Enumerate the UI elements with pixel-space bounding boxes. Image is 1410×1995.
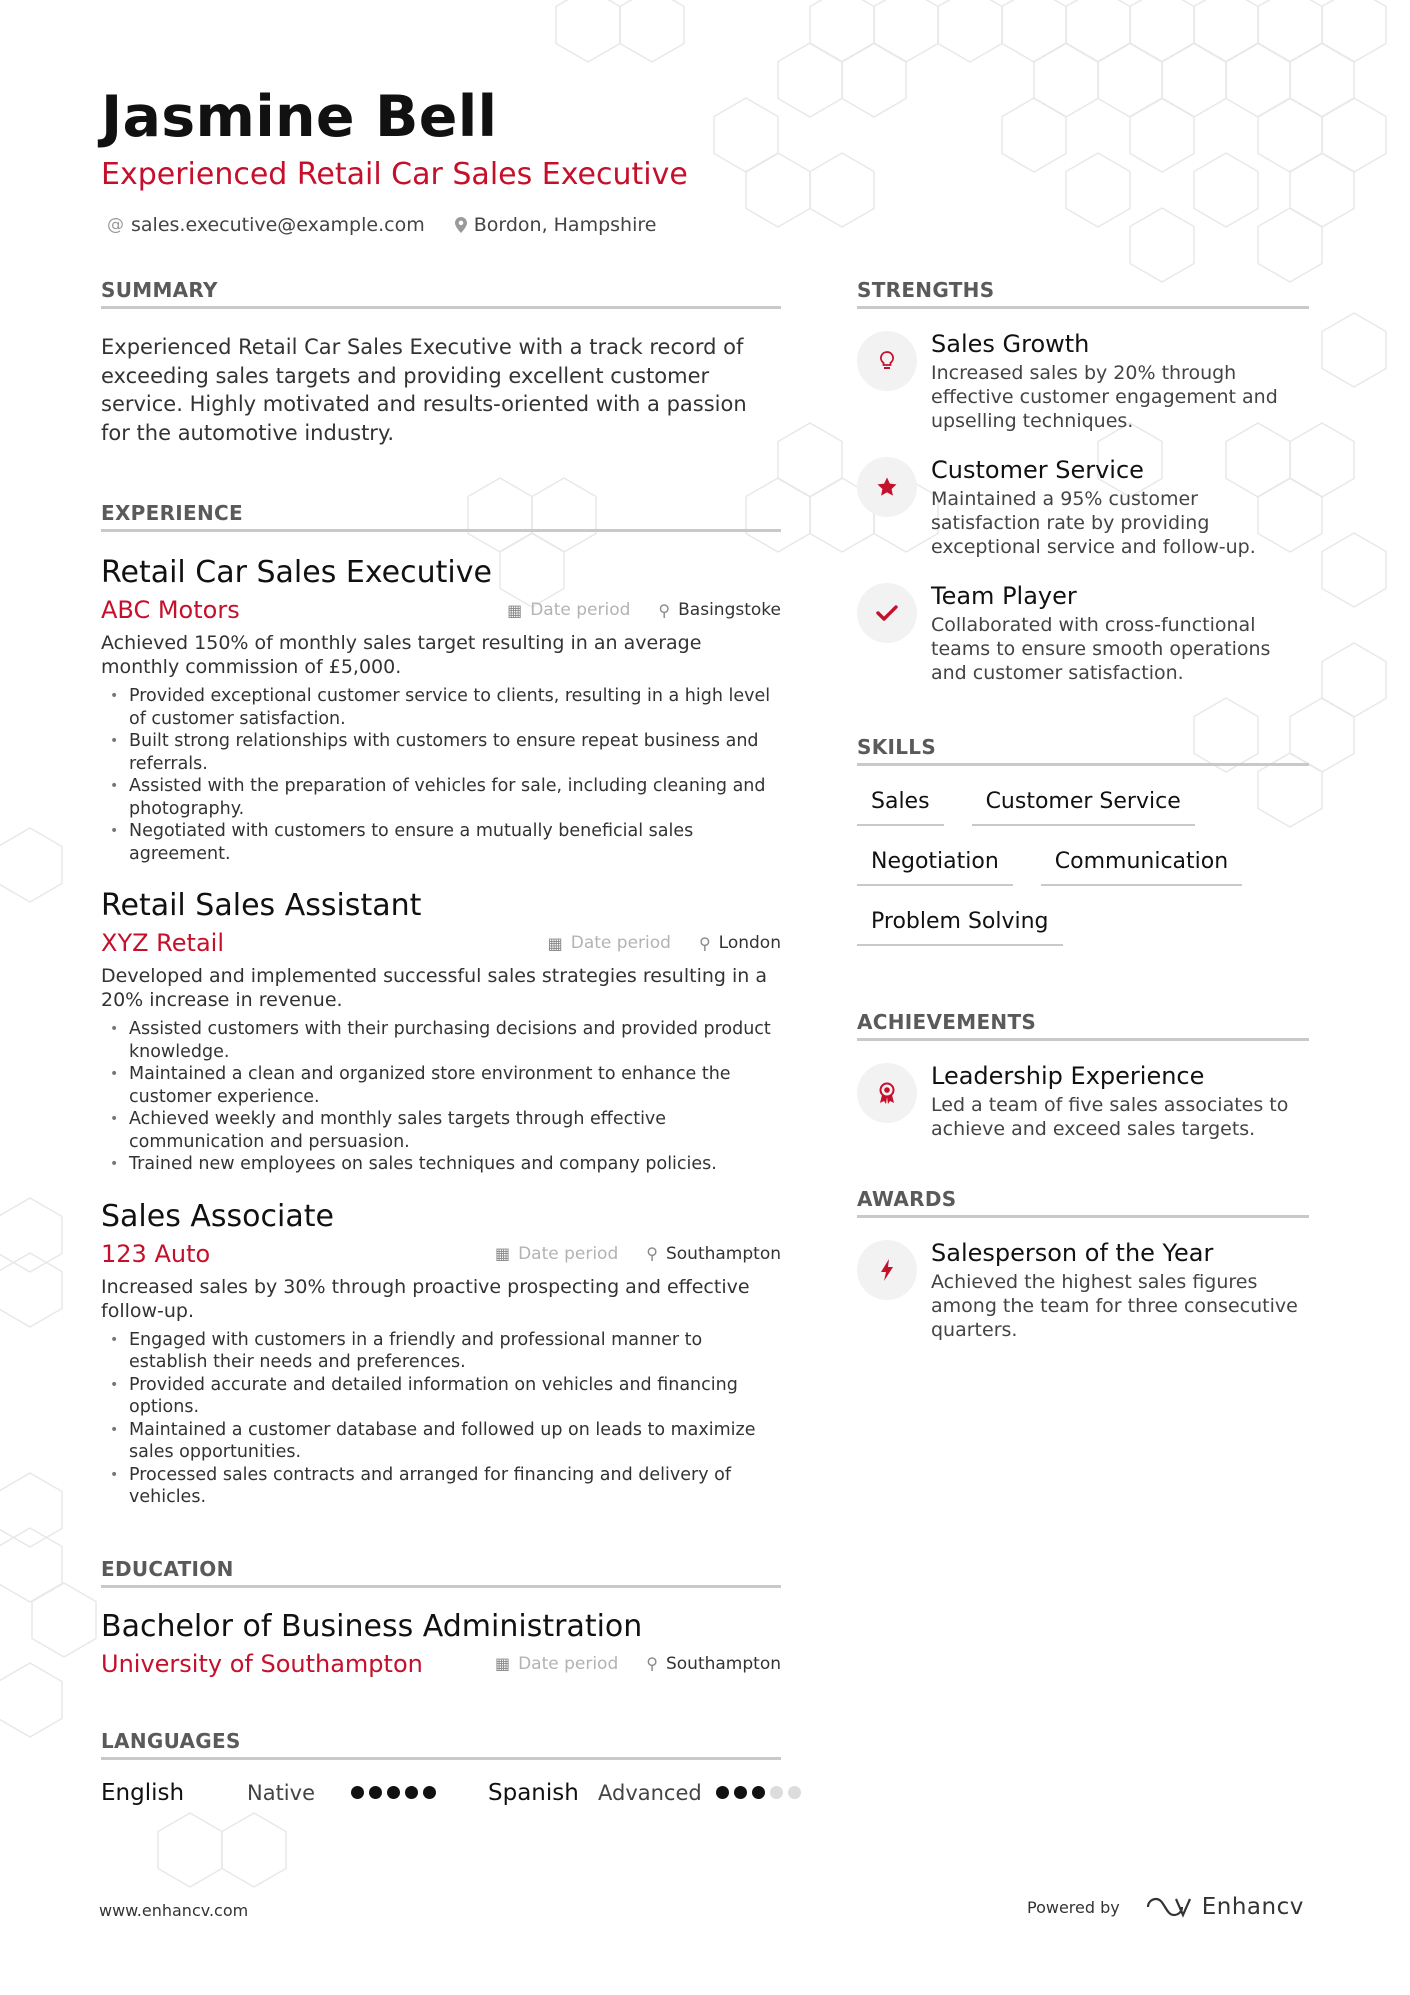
strengths-item-description: Maintained a 95% customer satisfaction rate by providing exceptional service and follow-up. [931, 488, 1256, 558]
hexagon-shape [0, 828, 62, 902]
strengths-item [857, 455, 1309, 559]
strengths-item-body [931, 581, 1309, 685]
candidate-name: Jasmine Bell [101, 84, 498, 150]
job-location [646, 1244, 781, 1264]
job-date [548, 933, 671, 953]
job-row [101, 1239, 781, 1269]
strengths-item-title: Team Player [931, 582, 1077, 610]
achievements-list [857, 1061, 1309, 1141]
job-date [495, 1244, 618, 1264]
awards-item-title: Salesperson of the Year [931, 1239, 1214, 1267]
strengths-item-title: Customer Service [931, 456, 1144, 484]
strengths-item-body [931, 455, 1309, 559]
hexagon-shape [1194, 0, 1258, 62]
bullet-item: • Maintained a clean and organized store environment to enhance the customer experience. [101, 1063, 781, 1108]
calendar-icon: ▦ [547, 933, 563, 953]
strengths-item-description: Collaborated with cross-functional teams to ensure smooth operations and customer satisfaction. [931, 614, 1271, 684]
jobs-list [101, 554, 781, 1509]
education-heading: EDUCATION [101, 1557, 781, 1588]
powered-by-text: Powered by [1027, 1897, 1120, 1917]
contact-info [101, 214, 801, 236]
calendar-icon: ▦ [507, 600, 523, 620]
job-entry [101, 1198, 781, 1509]
rating-dot [405, 1786, 418, 1799]
hexagon-shape [778, 423, 842, 497]
company-name: 123 Auto [101, 1239, 211, 1268]
job-description: Increased sales by 30% through proactive prospecting and effective follow-up. [101, 1275, 750, 1322]
rating-dot [788, 1786, 801, 1799]
lightning-icon [857, 1240, 917, 1300]
hexagon-shape [1130, 208, 1194, 282]
strengths-heading: STRENGTHS [857, 278, 1309, 309]
job-bullets [101, 1329, 781, 1509]
language-item [488, 1780, 801, 1806]
location-text: Bordon, Hampshire [473, 214, 657, 236]
awards-item-description: Achieved the highest sales figures among the team for three consecutive quarters. [931, 1271, 1298, 1341]
hexagon-shape [158, 1813, 222, 1887]
skill-tag: Problem Solving [857, 908, 1063, 946]
achievements-section [857, 1010, 1309, 1141]
hexagon-shape [874, 0, 938, 62]
hexagon-shape [32, 1583, 96, 1657]
hexagon-shape [0, 1528, 62, 1602]
strengths-item-title: Sales Growth [931, 330, 1090, 358]
bullet-item: • Maintained a customer database and followed up on leads to maximize sales opportunities. [101, 1419, 781, 1464]
job-bullets [101, 685, 781, 865]
check-icon [857, 583, 917, 643]
education-section [101, 1557, 781, 1679]
awards-section [857, 1187, 1309, 1342]
hexagon-shape [620, 0, 684, 62]
bullet-item: • Assisted customers with their purchasing decisions and provided product knowledge. [101, 1018, 781, 1063]
left-column [101, 278, 781, 1806]
strengths-item-description: Increased sales by 20% through effective customer engagement and upselling techniques. [931, 362, 1278, 432]
job-description: Achieved 150% of monthly sales target resulting in an average monthly commission of £5,000. [101, 632, 702, 678]
bullet-item: • Achieved weekly and monthly sales targets through effective communication and persuasion. [101, 1108, 781, 1153]
email-text: sales.executive@example.com [131, 214, 425, 236]
job-date-text: Date period [570, 933, 671, 953]
skill-tag: Negotiation [857, 848, 1013, 886]
job-location [699, 933, 781, 953]
hexagon-shape [1194, 153, 1258, 227]
email-contact[interactable] [107, 214, 425, 236]
bullet-item: • Provided accurate and detailed information on vehicles and financing options. [101, 1374, 781, 1419]
map-pin-icon: ⚲ [646, 1244, 658, 1263]
strengths-list [857, 329, 1309, 685]
hexagon-shape [1098, 43, 1162, 117]
hexagon-shape [1130, 0, 1194, 62]
location-contact [455, 214, 657, 236]
hexagon-shape [0, 1473, 62, 1547]
rating-dot [351, 1786, 364, 1799]
education-location [646, 1654, 781, 1674]
rating-dot [423, 1786, 436, 1799]
map-pin-icon [455, 217, 467, 233]
skill-tag: Communication [1041, 848, 1242, 886]
rating-dot [734, 1786, 747, 1799]
hexagon-shape [1066, 0, 1130, 62]
rating-dot [716, 1786, 729, 1799]
education-location-text: Southampton [665, 1653, 781, 1674]
language-rating [716, 1786, 801, 1799]
bullet-item: • Processed sales contracts and arranged for financing and delivery of vehicles. [101, 1464, 781, 1509]
bullet-item: • Engaged with customers in a friendly and professional manner to establish their needs and preferences. [101, 1329, 781, 1374]
hexagon-shape [1066, 153, 1130, 227]
hexagon-shape [842, 43, 906, 117]
summary-text: Experienced Retail Car Sales Executive with a track record of exceeding sales targets and providing excellent customer service. Highly motivated and results-oriented with a passion for the automotive industry. [101, 335, 747, 445]
achievements-item [857, 1061, 1309, 1141]
skills-section [857, 735, 1309, 946]
skills-heading: SKILLS [857, 735, 1309, 766]
hexagon-shape [0, 1663, 62, 1737]
bullet-item: • Trained new employees on sales techniques and company policies. [101, 1153, 781, 1176]
job-location-text: Basingstoke [678, 600, 781, 620]
hexagon-shape [1130, 98, 1194, 172]
awards-heading: AWARDS [857, 1187, 1309, 1218]
language-name: Spanish [488, 1779, 579, 1806]
rating-dot [752, 1786, 765, 1799]
company-name: XYZ Retail [101, 929, 224, 957]
hexagon-shape [222, 1813, 286, 1887]
job-row [101, 595, 781, 625]
achievements-heading: ACHIEVEMENTS [857, 1010, 1309, 1041]
company-name: ABC Motors [101, 596, 240, 624]
rating-dot [770, 1786, 783, 1799]
summary-section [101, 278, 781, 447]
awards-item-body [931, 1238, 1309, 1342]
right-column [857, 278, 1309, 1342]
degree-title: Bachelor of Business Administration [101, 1608, 643, 1644]
calendar-icon: ▦ [494, 1654, 511, 1673]
hexagon-shape [1002, 0, 1066, 62]
map-pin-icon: ⚲ [698, 933, 711, 953]
brand-name: Enhancv [1201, 1894, 1304, 1920]
language-level: Native [247, 1780, 315, 1805]
experience-heading: EXPERIENCE [101, 501, 781, 532]
skill-tag: Customer Service [972, 788, 1195, 826]
hexagon-shape [1034, 43, 1098, 117]
rating-dot [387, 1786, 400, 1799]
footer-branding [1027, 1894, 1304, 1920]
languages-heading: LANGUAGES [101, 1729, 781, 1760]
star-icon [857, 457, 917, 517]
awards-list [857, 1238, 1309, 1342]
job-entry [101, 554, 781, 865]
summary-heading: SUMMARY [101, 278, 781, 309]
job-bullets [101, 1018, 781, 1176]
hexagon-shape [810, 0, 874, 62]
job-entry [101, 887, 781, 1176]
job-title: Sales Associate [101, 1198, 334, 1234]
hexagon-shape [1322, 0, 1386, 62]
enhancv-logo[interactable] [1146, 1894, 1304, 1920]
hexagon-shape [556, 0, 620, 62]
candidate-title: Experienced Retail Car Sales Executive [101, 157, 688, 192]
hexagon-shape [0, 1198, 62, 1272]
hexagon-shape [1226, 43, 1290, 117]
hexagon-shape [1258, 0, 1322, 62]
job-row [101, 928, 781, 958]
job-date-text: Date period [530, 600, 631, 620]
job-title: Retail Sales Assistant [101, 888, 422, 923]
hexagon-shape [0, 1253, 62, 1327]
strengths-item [857, 581, 1309, 685]
hexagon-shape [1258, 208, 1322, 282]
hexagon-shape [1290, 153, 1354, 227]
strengths-item [857, 329, 1309, 433]
job-title: Retail Car Sales Executive [101, 555, 492, 590]
language-level: Advanced [598, 1780, 702, 1805]
bullet-item: • Built strong relationships with customers to ensure repeat business and referrals. [101, 730, 781, 775]
language-rating [351, 1786, 436, 1799]
at-sign-icon: @ [107, 215, 124, 235]
medal-icon [857, 1063, 917, 1123]
hexagon-shape [1162, 43, 1226, 117]
map-pin-icon: ⚲ [646, 1654, 658, 1673]
bullet-item: • Provided exceptional customer service to clients, resulting in a high level of customer satisfaction. [101, 685, 781, 730]
job-location-text: London [718, 933, 781, 953]
achievements-item-title: Leadership Experience [931, 1062, 1205, 1090]
hexagon-shape [1322, 98, 1386, 172]
bullet-item: • Assisted with the preparation of vehicles for sale, including cleaning and photography. [101, 775, 781, 820]
job-location-text: Southampton [665, 1243, 781, 1264]
hexagon-shape [1002, 98, 1066, 172]
achievements-item-body [931, 1061, 1309, 1141]
resume-header [101, 82, 801, 236]
hexagon-shape [1322, 313, 1386, 387]
education-row [101, 1649, 781, 1679]
map-pin-icon: ⚲ [658, 600, 671, 620]
school-name: University of Southampton [101, 1649, 423, 1678]
enhancv-logo-icon [1146, 1896, 1192, 1918]
languages-section [101, 1729, 781, 1806]
language-item [101, 1780, 436, 1806]
hexagon-shape [810, 153, 874, 227]
language-name: English [101, 1779, 185, 1806]
job-description: Developed and implemented successful sales strategies resulting in a 20% increase in revenue. [101, 965, 767, 1011]
education-meta [495, 1654, 781, 1674]
skill-tag: Sales [857, 788, 944, 826]
achievements-item-description: Led a team of five sales associates to achieve and exceed sales targets. [931, 1094, 1289, 1140]
education-date [495, 1654, 618, 1674]
languages-list [101, 1780, 781, 1806]
hexagon-shape [1290, 43, 1354, 117]
job-location [658, 600, 781, 620]
skills-list [857, 788, 1297, 946]
job-meta [507, 600, 781, 620]
bullet-item: • Negotiated with customers to ensure a mutually beneficial sales agreement. [101, 820, 781, 865]
footer-website[interactable]: www.enhancv.com [99, 1901, 249, 1920]
hexagon-shape [1258, 98, 1322, 172]
strengths-section [857, 278, 1309, 685]
calendar-icon: ▦ [494, 1244, 511, 1263]
hexagon-shape [1322, 643, 1386, 717]
rating-dot [369, 1786, 382, 1799]
job-meta [495, 1244, 781, 1264]
lightbulb-icon [857, 331, 917, 391]
job-meta [548, 933, 781, 953]
hexagon-shape [1322, 533, 1386, 607]
job-date-text: Date period [518, 1243, 619, 1264]
job-date [507, 600, 630, 620]
education-date-text: Date period [518, 1653, 619, 1674]
awards-item [857, 1238, 1309, 1342]
experience-section [101, 501, 781, 1509]
hexagon-shape [938, 0, 1002, 62]
strengths-item-body [931, 329, 1309, 433]
